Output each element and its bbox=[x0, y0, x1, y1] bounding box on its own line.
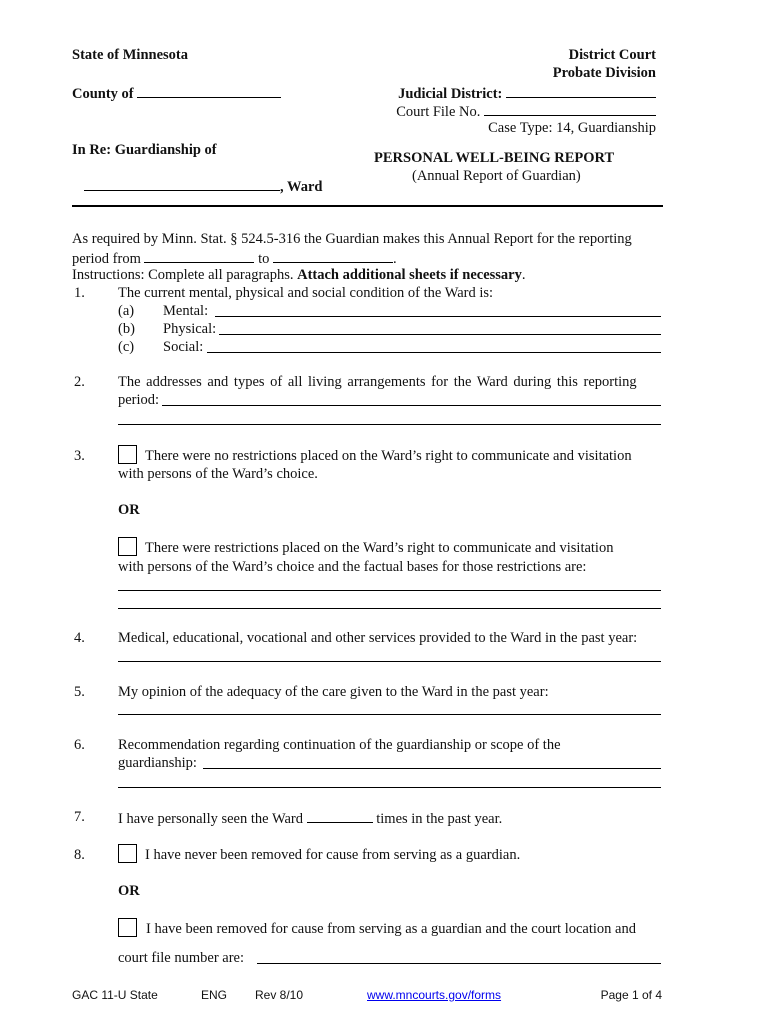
item-4-text: Medical, educational, vocational and other services provided to the Ward in the past year: bbox=[118, 630, 638, 646]
item-5-number: 5. bbox=[74, 684, 85, 700]
item-1-number: 1. bbox=[74, 285, 85, 301]
state-label: State of Minnesota bbox=[72, 47, 188, 63]
item-2-period-label: period: bbox=[118, 392, 160, 408]
footer-form-id: GAC 11-U State bbox=[72, 988, 158, 1002]
no-restrictions-checkbox[interactable] bbox=[118, 445, 137, 464]
attach-text: Attach additional sheets if necessary bbox=[297, 267, 522, 283]
footer-revision: Rev 8/10 bbox=[255, 988, 304, 1002]
attach-end: . bbox=[521, 267, 526, 283]
instructions-row bbox=[72, 267, 525, 284]
social-field[interactable] bbox=[207, 352, 661, 353]
county-label bbox=[72, 84, 281, 103]
physical-field[interactable] bbox=[219, 334, 661, 335]
item-8-number: 8. bbox=[74, 847, 85, 863]
restrictions-checkbox[interactable] bbox=[118, 537, 137, 556]
item-3-number: 3. bbox=[74, 448, 85, 464]
county-text: County of bbox=[72, 86, 134, 102]
court-file-label: Court File No. bbox=[396, 104, 481, 120]
ward-line bbox=[84, 177, 322, 196]
mental-label: Mental: bbox=[163, 303, 209, 319]
item-6-number: 6. bbox=[74, 737, 85, 753]
item-6-text: Recommendation regarding continuation of the guardianship or scope of the bbox=[118, 737, 561, 753]
mental-field[interactable] bbox=[215, 316, 661, 317]
judicial-district-row bbox=[398, 84, 656, 103]
no-restrictions-text: There were no restrictions placed on the Ward’s right to communicate and visitation bbox=[145, 448, 632, 464]
county-field[interactable] bbox=[137, 84, 281, 98]
header-divider bbox=[72, 205, 663, 207]
removed-text-2: court file number are: bbox=[118, 950, 245, 966]
restrictions-field[interactable] bbox=[118, 590, 661, 591]
removed-details-field[interactable] bbox=[257, 963, 661, 964]
item-1b-marker: (b) bbox=[118, 321, 135, 337]
case-type-label: Case Type: 14, Guardianship bbox=[488, 120, 656, 136]
period-row bbox=[72, 249, 397, 268]
item-2-number: 2. bbox=[74, 374, 85, 390]
ward-name-field[interactable] bbox=[84, 177, 280, 191]
item-8-or: OR bbox=[118, 883, 140, 899]
footer-language: ENG bbox=[201, 988, 228, 1002]
report-subtitle: (Annual Report of Guardian) bbox=[412, 168, 581, 184]
judicial-district-label: Judicial District: bbox=[398, 86, 503, 102]
period-to-label: to bbox=[258, 251, 270, 267]
item-1c-marker: (c) bbox=[118, 339, 135, 355]
judicial-district-field[interactable] bbox=[506, 84, 656, 98]
care-opinion-field[interactable] bbox=[118, 714, 661, 715]
restrictions-text: There were restrictions placed on the Ward’s right to communicate and visitation bbox=[145, 540, 614, 556]
item-7-text: I have personally seen the Ward bbox=[118, 811, 303, 827]
intro-line1: As required by Minn. Stat. § 524.5-316 the Guardian makes this Annual Report for the reporting bbox=[72, 231, 632, 247]
social-label: Social: bbox=[163, 339, 204, 355]
recommendation-field-2[interactable] bbox=[118, 787, 661, 788]
never-removed-checkbox[interactable] bbox=[118, 844, 137, 863]
item-5-text: My opinion of the adequacy of the care given to the Ward in the past year: bbox=[118, 684, 549, 700]
period-end: . bbox=[393, 251, 397, 267]
never-removed-text: I have never been removed for cause from serving as a guardian. bbox=[145, 847, 521, 863]
item-3-or: OR bbox=[118, 502, 140, 518]
no-restrictions-text-2: with persons of the Ward’s choice. bbox=[118, 466, 318, 482]
ward-label: , Ward bbox=[280, 179, 323, 195]
report-title: PERSONAL WELL-BEING REPORT bbox=[374, 150, 615, 166]
living-arrangements-field[interactable] bbox=[162, 405, 661, 406]
period-from-label: period from bbox=[72, 251, 141, 267]
services-field[interactable] bbox=[118, 661, 661, 662]
item-2-text: The addresses and types of all living arrangements for the Ward during this reporting bbox=[118, 374, 637, 390]
division-label: Probate Division bbox=[552, 65, 656, 81]
footer-page-number: Page 1 of 4 bbox=[600, 988, 662, 1002]
physical-label: Physical: bbox=[163, 321, 217, 337]
court-label: District Court bbox=[568, 47, 656, 63]
item-6-text-2: guardianship: bbox=[118, 755, 197, 771]
item-1a-marker: (a) bbox=[118, 303, 135, 319]
item-7-row bbox=[118, 809, 502, 828]
in-re-label: In Re: Guardianship of bbox=[72, 142, 217, 158]
item-7-number: 7. bbox=[74, 809, 85, 825]
times-seen-field[interactable] bbox=[307, 809, 373, 823]
court-file-field[interactable] bbox=[484, 102, 656, 116]
instructions-text: Instructions: Complete all paragraphs. bbox=[72, 267, 294, 283]
footer-forms-link[interactable]: www.mncourts.gov/forms bbox=[367, 988, 502, 1002]
recommendation-field[interactable] bbox=[203, 768, 661, 769]
period-from-field[interactable] bbox=[144, 249, 254, 263]
item-4-number: 4. bbox=[74, 630, 85, 646]
restrictions-text-2: with persons of the Ward’s choice and the factual bases for those restrictions are: bbox=[118, 559, 587, 575]
removed-text: I have been removed for cause from serving as a guardian and the court location and bbox=[146, 921, 636, 937]
item-7-text-end: times in the past year. bbox=[376, 811, 503, 827]
removed-checkbox[interactable] bbox=[118, 918, 137, 937]
period-to-field[interactable] bbox=[273, 249, 393, 263]
item-1-text: The current mental, physical and social condition of the Ward is: bbox=[118, 285, 494, 301]
restrictions-field-2[interactable] bbox=[118, 608, 661, 609]
living-arrangements-field-2[interactable] bbox=[118, 424, 661, 425]
court-file-row bbox=[396, 102, 656, 121]
